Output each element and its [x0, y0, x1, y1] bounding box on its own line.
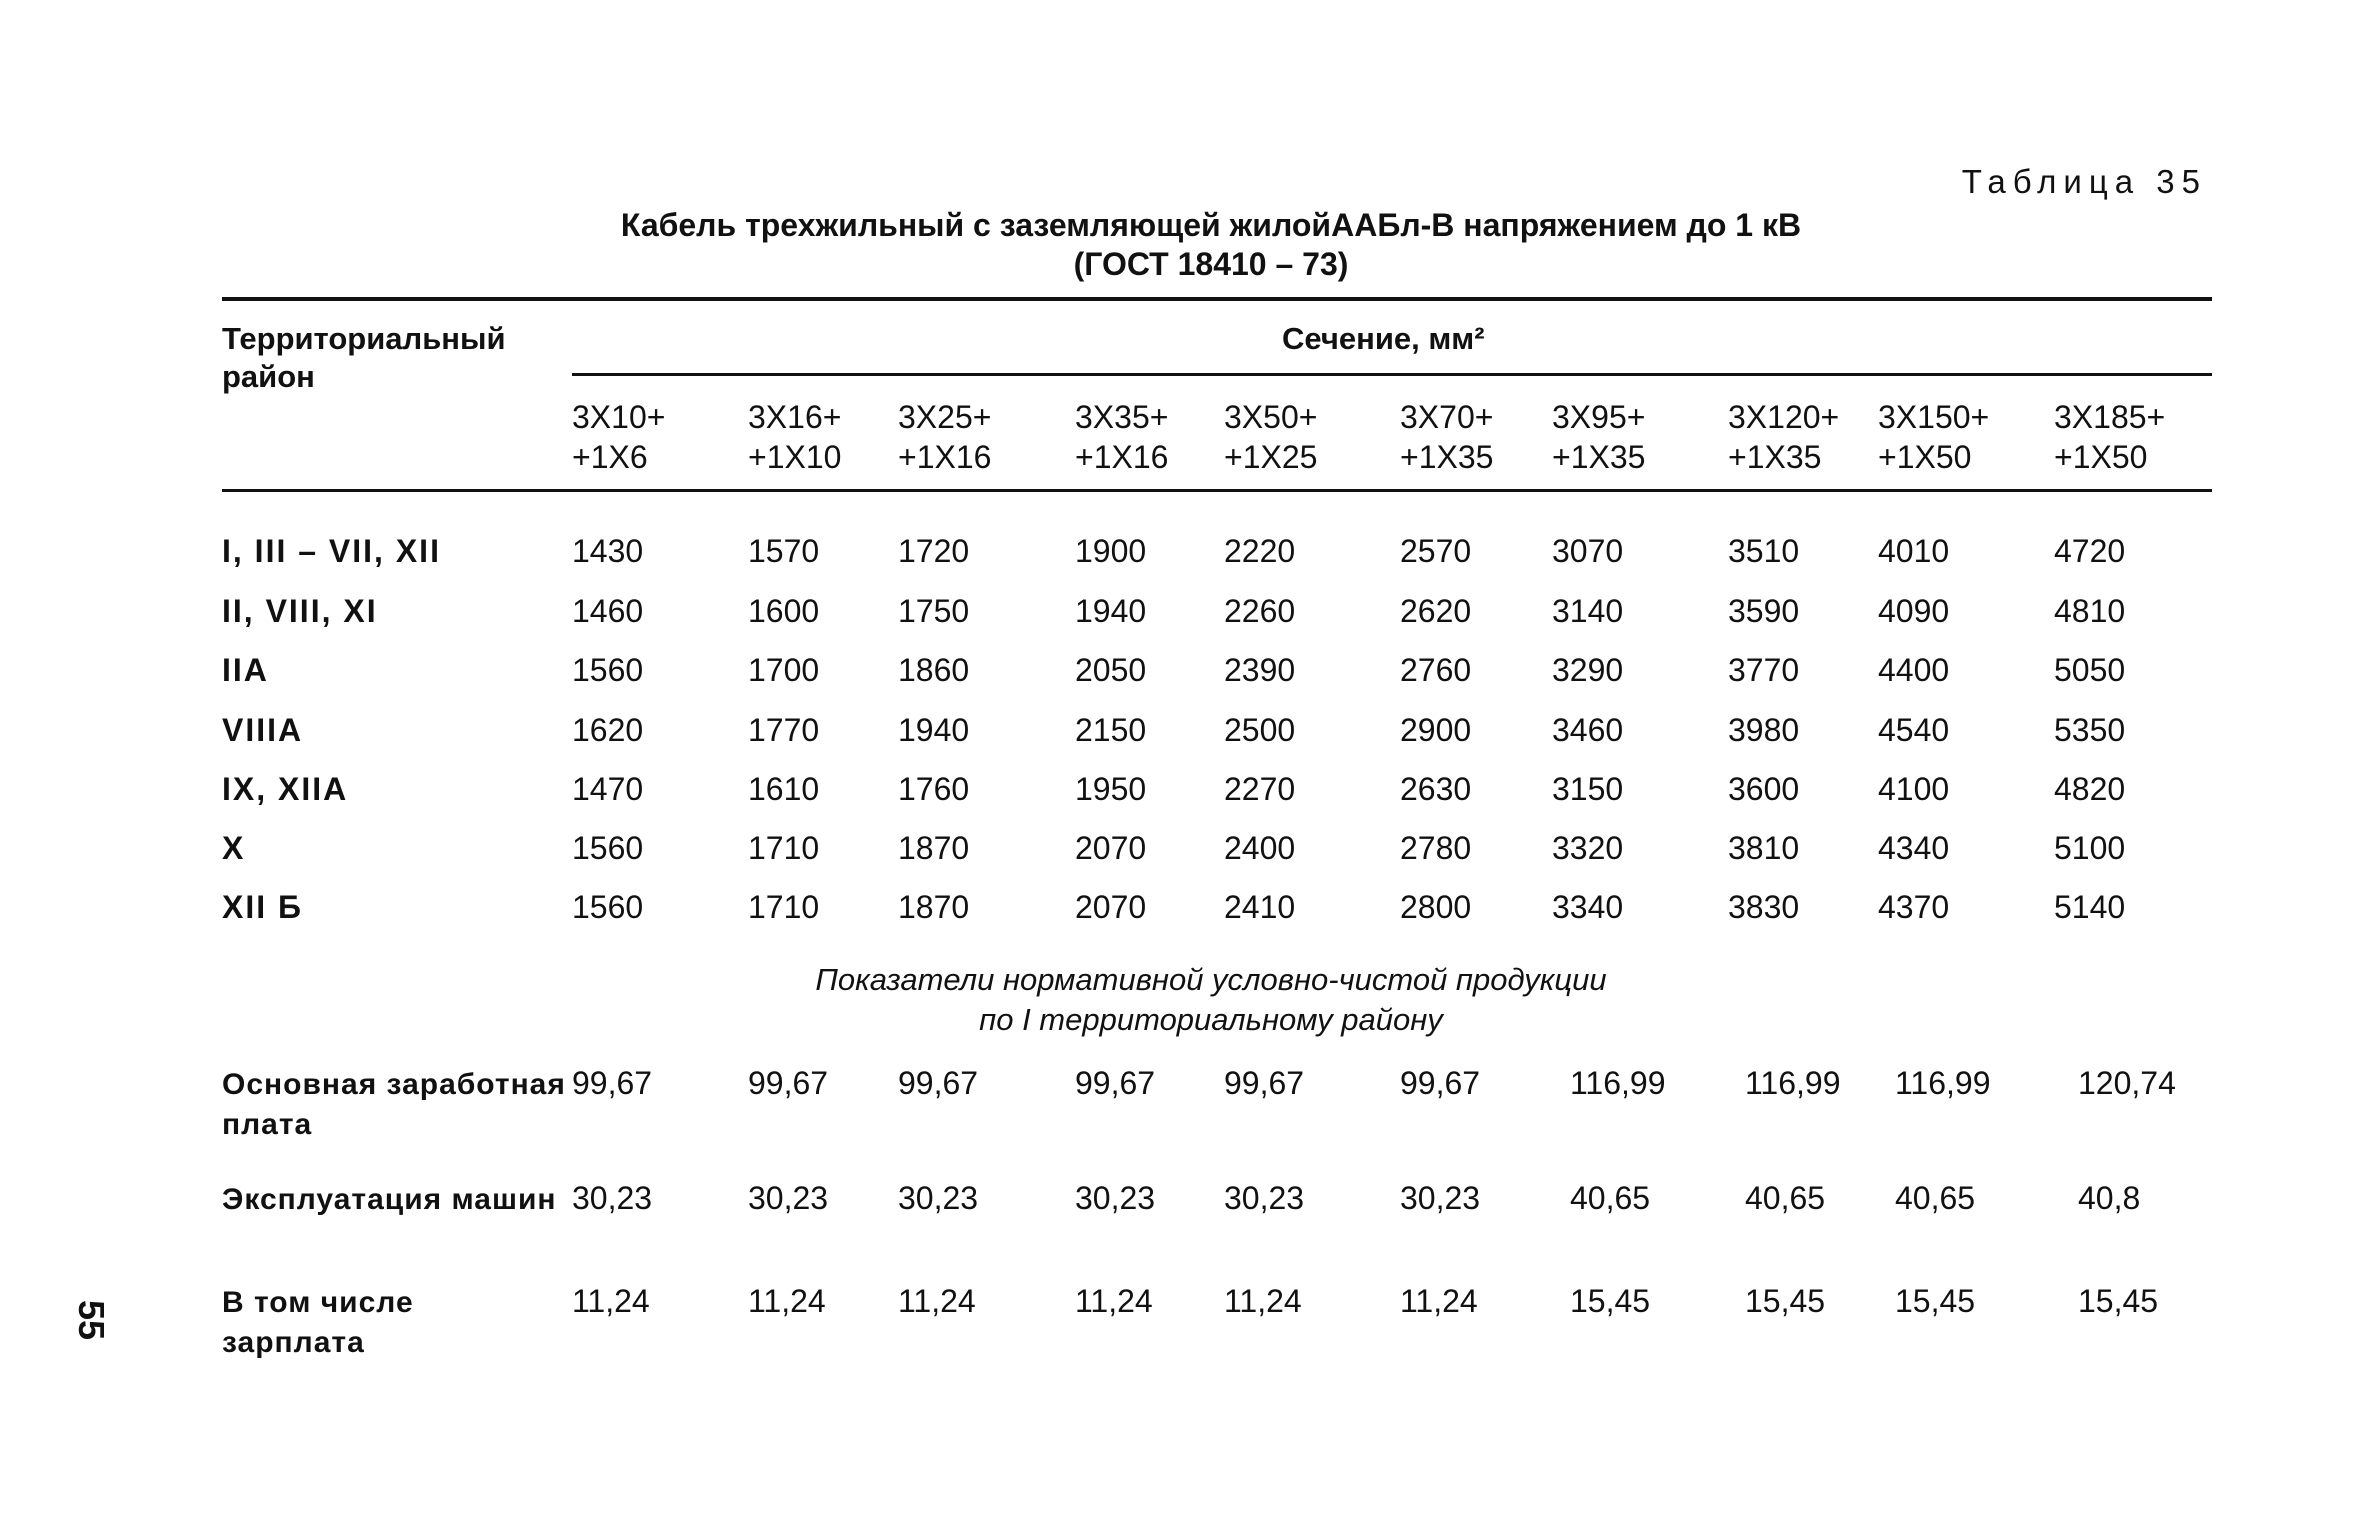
indicator-value: 30,23	[1075, 1180, 1156, 1216]
table-cell: 3290	[1552, 652, 1624, 688]
table-cell: 1620	[572, 712, 644, 748]
table-cell: 1770	[748, 712, 820, 748]
column-header: 3X35+ +1X16	[1075, 399, 1169, 475]
table-cell: 2150	[1075, 712, 1147, 748]
table-cell: 5140	[2054, 889, 2126, 925]
table-title: Кабель трехжильный с заземляющей жилойААБл-В напряжением до 1 кВ	[620, 207, 1802, 243]
table-cell: 4370	[1878, 889, 1950, 925]
indicator-value: 11,24	[748, 1283, 826, 1319]
table-cell: 1760	[898, 771, 970, 807]
indicator-label: Основная заработная плата	[222, 1068, 566, 1141]
indicator-value: 99,67	[1224, 1065, 1305, 1101]
table-cell: 2780	[1400, 830, 1472, 866]
indicator-value: 30,23	[1400, 1180, 1481, 1216]
indicator-value: 99,67	[898, 1065, 979, 1101]
indicator-value: 11,24	[572, 1283, 650, 1319]
table-cell: 1860	[898, 652, 970, 688]
table-cell: 1940	[1075, 593, 1147, 629]
table-cell: 2900	[1400, 712, 1472, 748]
table-cell: 1870	[898, 889, 970, 925]
table-cell: 3830	[1728, 889, 1800, 925]
table-cell: 1950	[1075, 771, 1147, 807]
table-cell: 2260	[1224, 593, 1296, 629]
section-rule	[572, 373, 2212, 376]
indicator-label: В том числе зарплата	[222, 1286, 414, 1359]
page-number: 55	[71, 1300, 112, 1341]
table-cell: 2410	[1224, 889, 1296, 925]
column-header: 3X185+ +1X50	[2054, 399, 2166, 475]
region-header: Территориальный район	[222, 321, 506, 394]
indicator-value: 11,24	[1400, 1283, 1478, 1319]
indicators-note-region: по I территориальному району	[979, 1002, 1443, 1037]
table-cell: 1750	[898, 593, 970, 629]
indicator-value: 30,23	[748, 1180, 829, 1216]
table-cell: 1560	[572, 652, 644, 688]
indicator-value: 99,67	[748, 1065, 829, 1101]
row-region-label: X	[222, 830, 246, 866]
column-header: 3X10+ +1X6	[572, 399, 666, 475]
indicator-value: 116,99	[1895, 1065, 1991, 1101]
indicator-value: 40,65	[1745, 1180, 1826, 1216]
table-cell: 2620	[1400, 593, 1472, 629]
table-cell: 1570	[748, 533, 820, 569]
indicator-value: 99,67	[572, 1065, 653, 1101]
top-rule	[222, 297, 2212, 301]
table-cell: 1560	[572, 830, 644, 866]
table-cell: 4100	[1878, 771, 1950, 807]
indicator-value: 40,65	[1895, 1180, 1976, 1216]
row-region-label: IX, XIIA	[222, 771, 349, 807]
table-cell: 3340	[1552, 889, 1624, 925]
table-cell: 1460	[572, 593, 644, 629]
table-cell: 2270	[1224, 771, 1296, 807]
table-cell: 1600	[748, 593, 820, 629]
column-header: 3X16+ +1X10	[748, 399, 842, 475]
table-cell: 1870	[898, 830, 970, 866]
indicator-value: 15,45	[1570, 1283, 1651, 1319]
column-header: 3X50+ +1X25	[1224, 399, 1318, 475]
column-header: 3X120+ +1X35	[1728, 399, 1840, 475]
row-region-label: XII Б	[222, 889, 304, 925]
table-cell: 5050	[2054, 652, 2126, 688]
indicator-value: 11,24	[1224, 1283, 1302, 1319]
table-cell: 1470	[572, 771, 644, 807]
table-cell: 4540	[1878, 712, 1950, 748]
table-cell: 1900	[1075, 533, 1147, 569]
table-cell: 2800	[1400, 889, 1472, 925]
table-cell: 5100	[2054, 830, 2126, 866]
table-cell: 1610	[748, 771, 820, 807]
indicator-value: 30,23	[572, 1180, 653, 1216]
indicator-value: 40,65	[1570, 1180, 1651, 1216]
table-cell: 3810	[1728, 830, 1800, 866]
table-cell: 1700	[748, 652, 820, 688]
table-cell: 3070	[1552, 533, 1624, 569]
table-cell: 1710	[748, 889, 820, 925]
table-cell: 4400	[1878, 652, 1950, 688]
table-cell: 2500	[1224, 712, 1296, 748]
table-cell: 2630	[1400, 771, 1472, 807]
table-cell: 2390	[1224, 652, 1296, 688]
table-cell: 3980	[1728, 712, 1800, 748]
table-cell: 3150	[1552, 771, 1624, 807]
column-header: 3X70+ +1X35	[1400, 399, 1494, 475]
table-cell: 2070	[1075, 889, 1147, 925]
indicator-value: 116,99	[1745, 1065, 1841, 1101]
table-cell: 2050	[1075, 652, 1147, 688]
table-cell: 1430	[572, 533, 644, 569]
indicator-value: 120,74	[2078, 1065, 2176, 1101]
table-cell: 2760	[1400, 652, 1472, 688]
indicator-label: Эксплуатация машин	[222, 1183, 557, 1216]
table-cell: 4810	[2054, 593, 2126, 629]
row-region-label: VIIIA	[222, 712, 304, 748]
indicator-value: 15,45	[1895, 1283, 1976, 1319]
indicator-value: 11,24	[1075, 1283, 1153, 1319]
column-header: 3X150+ +1X50	[1878, 399, 1990, 475]
table-cell: 3140	[1552, 593, 1624, 629]
table-standard: (ГОСТ 18410 – 73)	[1073, 246, 1349, 282]
table-cell: 1720	[898, 533, 970, 569]
table-cell: 2220	[1224, 533, 1296, 569]
table-cell: 1940	[898, 712, 970, 748]
indicator-value: 15,45	[2078, 1283, 2159, 1319]
table-cell: 2070	[1075, 830, 1147, 866]
indicator-value: 15,45	[1745, 1283, 1826, 1319]
table-cell: 4340	[1878, 830, 1950, 866]
table-cell: 1560	[572, 889, 644, 925]
table-cell: 4820	[2054, 771, 2126, 807]
table-cell: 3460	[1552, 712, 1624, 748]
table-cell: 4010	[1878, 533, 1950, 569]
table-cell: 3320	[1552, 830, 1624, 866]
indicator-value: 99,67	[1075, 1065, 1156, 1101]
column-header: 3X25+ +1X16	[898, 399, 992, 475]
indicator-value: 11,24	[898, 1283, 976, 1319]
table-cell: 3510	[1728, 533, 1800, 569]
table-cell: 3590	[1728, 593, 1800, 629]
row-region-label: IIA	[222, 652, 269, 688]
table-cell: 2400	[1224, 830, 1296, 866]
table-cell: 2570	[1400, 533, 1472, 569]
table-cell: 3770	[1728, 652, 1800, 688]
column-header: 3X95+ +1X35	[1552, 399, 1646, 475]
indicator-value: 30,23	[898, 1180, 979, 1216]
table-number: Таблица 35	[1961, 163, 2207, 200]
indicator-value: 99,67	[1400, 1065, 1481, 1101]
header-rule	[222, 489, 2212, 492]
indicator-value: 116,99	[1570, 1065, 1666, 1101]
row-region-label: I, III – VII, XII	[222, 533, 441, 569]
table-cell: 1710	[748, 830, 820, 866]
table-cell: 3600	[1728, 771, 1800, 807]
table-cell: 4090	[1878, 593, 1950, 629]
table-cell: 4720	[2054, 533, 2126, 569]
row-region-label: II, VIII, XI	[222, 593, 378, 629]
table-cell: 5350	[2054, 712, 2126, 748]
section-header: Сечение, мм²	[1282, 321, 1485, 356]
indicator-value: 30,23	[1224, 1180, 1305, 1216]
indicators-note: Показатели нормативной условно-чистой продукции	[815, 962, 1607, 997]
indicator-value: 40,8	[2078, 1180, 2141, 1216]
